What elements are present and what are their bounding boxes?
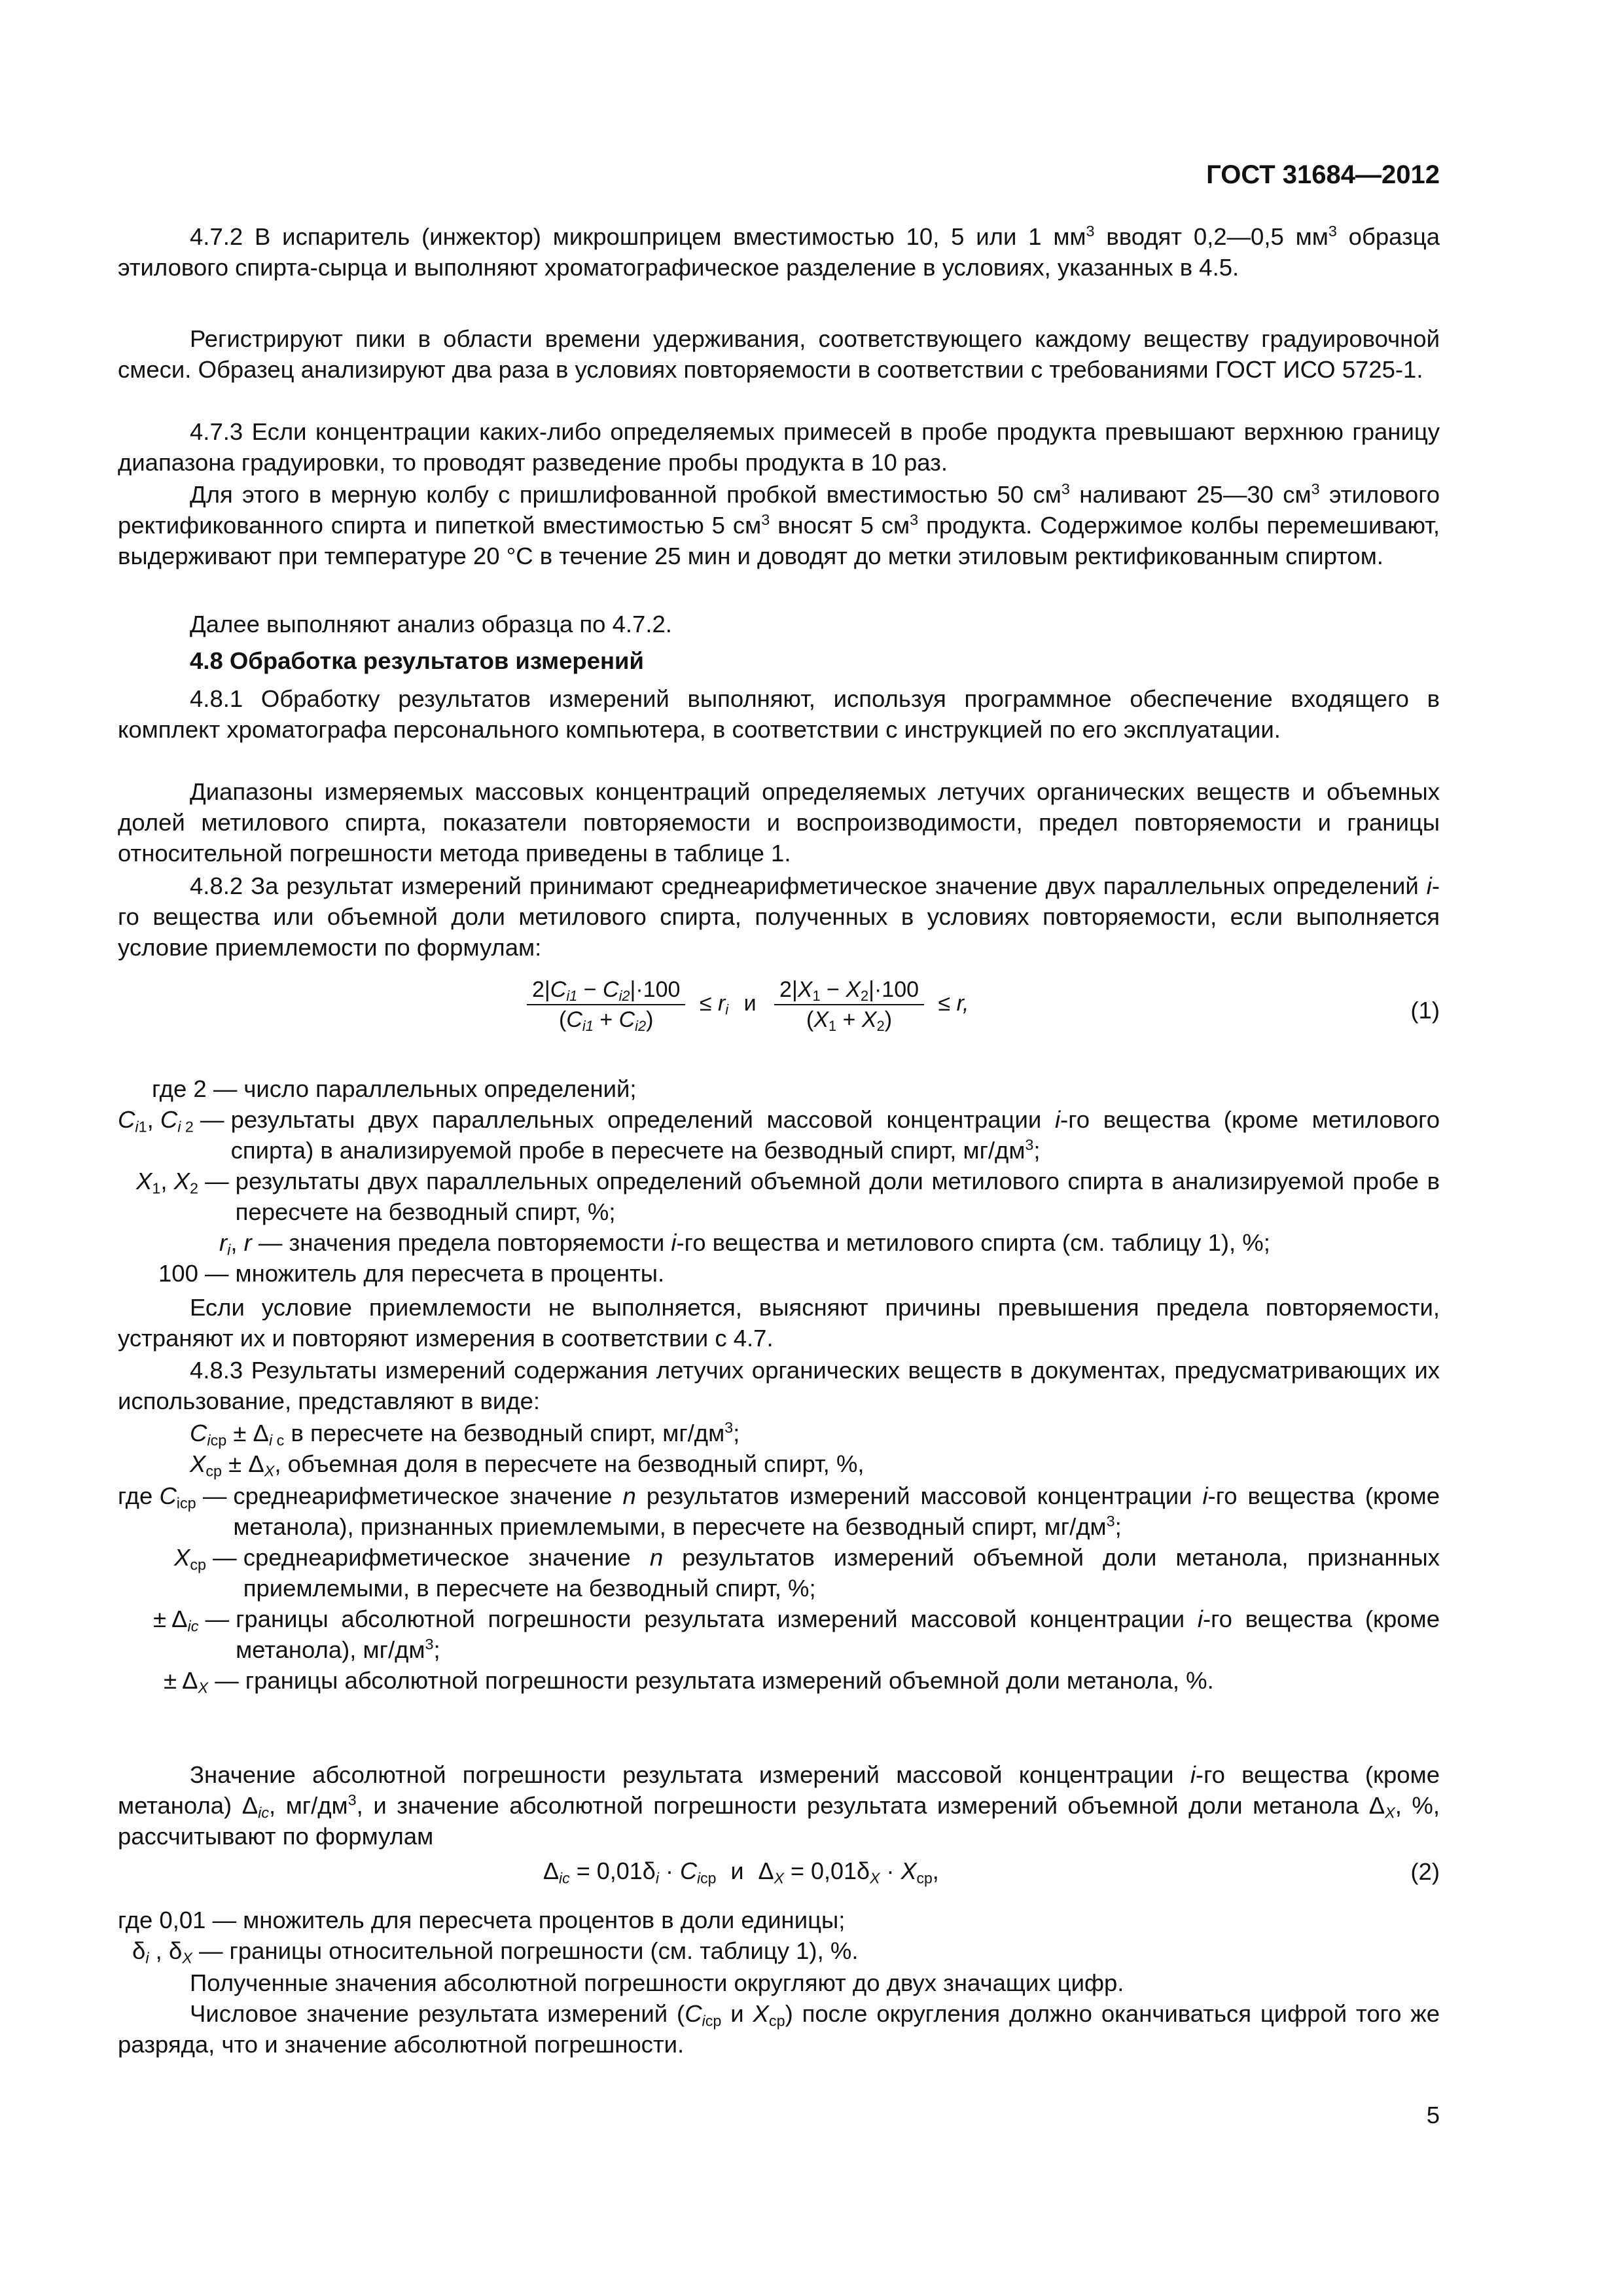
t: ): [646, 1007, 654, 1032]
t: i: [1197, 1605, 1203, 1632]
t: 3: [1025, 1136, 1034, 1154]
definition-term: ± $\Delta_{ic}$ —: [153, 1605, 230, 1635]
t: = 0,01δ: [569, 1857, 656, 1884]
document-number-header: ГОСТ 31684—2012: [1206, 160, 1440, 189]
t: значения предела повторяемости: [289, 1229, 671, 1256]
text: вводят 0,2—0,5 мм: [1094, 223, 1329, 250]
definition-term: $r_i$, r —: [219, 1229, 283, 1259]
italic-i: i: [1426, 872, 1432, 899]
t: ± Δ: [153, 1605, 188, 1632]
t: C: [618, 1007, 635, 1032]
t: ·: [658, 1857, 680, 1884]
t: ;: [1033, 1137, 1041, 1164]
t: 2|: [532, 977, 550, 1002]
definition-term: $C_{i1}$, $C_{i 2}$ —: [118, 1106, 224, 1136]
definition-desc: [243, 1542, 1440, 1604]
t: X: [846, 977, 861, 1002]
t: и: [721, 2000, 753, 2027]
definitions-results: [118, 1480, 1440, 1696]
presentation-line-1: $C_{iср} \pm \Delta_{i с}$ в пересчете на безводный спирт, $мг/дм^3$;: [190, 1419, 740, 1449]
definition-desc: результаты двух параллельных определений объемной доли метилового спирта в анализируемой пробе в пересчете на безводный спирт, %;: [235, 1168, 1440, 1225]
t: ) после округления должно оканчиваться цифрой того же разряда, что и значение абсолютной погрешности.: [118, 2000, 1440, 2058]
paragraph-ranges: Диапазоны измеряемых массовых концентраций определяемых летучих органических веществ и объемных долей метилового спирта, показатели повторяемости и воспроизводимости, предел повторяемости и границы относительной погрешности метода приведены в таблице 1.: [118, 778, 1440, 867]
t: i2: [618, 988, 630, 1005]
text: Для этого в мерную колбу с пришлифованной пробкой вместимостью 50 см: [190, 481, 1061, 508]
definition-term: $X_1$, $X_2$ —: [136, 1168, 229, 1197]
definition-item: [118, 1604, 1440, 1665]
fraction-c: [527, 977, 685, 1033]
definition-item: [118, 1480, 1440, 1542]
t: 2|: [779, 977, 798, 1002]
t: 3: [348, 1791, 357, 1809]
t: X: [813, 1007, 829, 1032]
sup: 3: [910, 511, 919, 529]
paragraph-absolute-error: Значение абсолютной погрешности результата измерений массовой концентрации i-го вещества (кроме метанола) $\Delta_{ic}$, $мг/дм^3$, и значение абсолютной погрешности результата измерений объемной доли метанола $\Delta_X$, %, рассчитывают по формулам: [118, 1761, 1440, 1850]
definitions-formula-2: [118, 1905, 1440, 1966]
sup: 3: [1328, 223, 1337, 240]
definition-desc: множитель для пересчета процентов в доли единицы;: [243, 1907, 846, 1933]
t: −: [820, 977, 846, 1002]
paragraph-4-8-1: 4.8.1 Обработку результатов измерений выполняют, используя программное обеспечение входящего в комплект хроматографа персонального компьютера, в соответствии с инструкцией по его эксплуатации.: [118, 685, 1440, 743]
t: 1: [829, 1018, 837, 1035]
definition-term: где 0,01 —: [118, 1907, 237, 1933]
paragraph-dilution: [118, 479, 1440, 571]
le-sign: ≤: [699, 990, 712, 1016]
sup: 3: [1086, 223, 1095, 240]
t: 3: [1106, 1513, 1115, 1530]
t: (: [558, 1007, 567, 1032]
sup: 3: [1311, 480, 1320, 498]
t: -го вещества и метилового спирта (см. таблицу 1), %;: [676, 1229, 1270, 1256]
definition-desc: множитель для пересчета в проценты.: [235, 1260, 665, 1287]
t: результатов измерений объемной доли метанола, признанных приемлемыми, в пересчете на безводный спирт, %;: [243, 1544, 1440, 1602]
t: , мг/дм: [269, 1792, 348, 1819]
t: C: [550, 977, 567, 1002]
le-sign: ≤: [938, 990, 951, 1016]
denominator: [554, 1005, 658, 1033]
paragraph-4-7-2: [118, 221, 1440, 283]
t: 3: [425, 1636, 434, 1653]
definition-item: [118, 1542, 1440, 1604]
t: |·100: [868, 977, 919, 1002]
t: i1: [582, 1018, 594, 1035]
text: вносят 5 см: [770, 512, 910, 539]
t: границы абсолютной погрешности результата измерений массовой концентрации: [236, 1605, 1198, 1632]
and-word: и: [743, 990, 757, 1016]
t: ic: [187, 1617, 199, 1635]
t: C: [603, 977, 619, 1002]
t: ): [884, 1007, 893, 1032]
text: наливают 25—30 см: [1069, 481, 1311, 508]
paragraph-rounding: Полученные значения абсолютной погрешности округляют до двух значащих цифр.: [190, 1969, 1124, 1996]
definition-desc: [236, 1604, 1440, 1665]
t: Числовое значение результата измерений (: [190, 2000, 685, 2027]
definition-term: ± $\Delta_X$ —: [164, 1667, 239, 1696]
t: n: [649, 1544, 664, 1571]
t: результаты двух параллельных определений массовой концентрации: [230, 1106, 1055, 1133]
t: X: [174, 1544, 190, 1571]
definition-item: [118, 1073, 1440, 1104]
definition-term: где $C_{iср}$ —: [118, 1482, 227, 1512]
formula-2-number: (2): [1410, 1858, 1440, 1885]
definition-desc: границы относительной погрешности (см. таблицу 1), %.: [229, 1937, 859, 1964]
t: в пересчете на безводный спирт, мг/дм: [291, 1420, 725, 1446]
definition-term: $X_{ср}$ —: [174, 1544, 237, 1573]
t: -го вещества (кроме метанола), мг/дм: [236, 1605, 1440, 1663]
t: i: [1190, 1761, 1196, 1788]
definition-item: [118, 1665, 1440, 1696]
fraction-x: [774, 977, 924, 1033]
text: образца этилового спирта-сырца и выполняют хроматографическое разделение в условиях, указанных в 4.5.: [118, 223, 1440, 281]
t: +: [593, 1007, 619, 1032]
definition-item: [118, 1905, 1440, 1935]
t: r,: [956, 990, 969, 1016]
t: i2: [635, 1018, 647, 1035]
numerator: [527, 977, 685, 1005]
definition-term: 100 —: [158, 1260, 229, 1287]
text: продукта. Содержимое колбы перемешивают, выдерживают при температуре 20 °С в течение 25 мин и доводят до метки этиловым ректификованным спиртом.: [118, 512, 1440, 569]
t: 2: [861, 988, 869, 1005]
text: 4.8.2 За результат измерений принимают среднеарифметическое значение двух параллельных определений: [190, 872, 1427, 899]
paragraph-register-peaks: Регистрируют пики в области времени удерживания, соответствующего каждому веществу градуировочной смеси. Образец анализируют два раза в условиях повторяемости в соответствии с требованиями ГОСТ ИСО 5725-1.: [118, 325, 1440, 383]
t: ;: [433, 1636, 440, 1663]
t: среднеарифметическое значение: [233, 1482, 623, 1509]
t: X: [198, 1679, 209, 1696]
definition-item: [118, 1227, 1440, 1258]
paragraph-4-8-3: 4.8.3 Результаты измерений содержания летучих органических веществ в документах, предусматривающих их использование, представляют в виде:: [118, 1357, 1440, 1414]
formula-1: [527, 977, 969, 1033]
t: где: [118, 1482, 153, 1509]
t: i1: [566, 988, 578, 1005]
definition-term: $\delta_i$ , $\delta_X$ —: [132, 1937, 223, 1967]
definition-term: где 2 —: [152, 1075, 238, 1102]
t: C: [566, 1007, 582, 1032]
t: X: [861, 1007, 877, 1032]
t: ·: [880, 1857, 901, 1884]
formula-1-number: (1): [1410, 997, 1440, 1024]
paragraph-if-not-acceptable: Если условие приемлемости не выполняется, выясняют причины превышения предела повторяемости, устраняют их и повторяют измерения в соответствии с 4.7.: [118, 1294, 1440, 1352]
definitions-formula-1: [118, 1073, 1440, 1289]
definition-item: [118, 1104, 1440, 1166]
definition-desc: [233, 1480, 1440, 1542]
t: результатов измерений массовой концентрации: [635, 1482, 1203, 1509]
paragraph-4-7-3: 4.7.3 Если концентрации каких-либо определяемых примесей в пробе продукта превышают верхнюю границу диапазона градуировки, то проводят разведение пробы продукта в 10 раз.: [118, 418, 1440, 476]
definition-desc: границы абсолютной погрешности результата измерений объемной доли метанола, %.: [245, 1667, 1214, 1694]
t: 2: [876, 1018, 885, 1035]
definition-desc: число параллельных определений;: [243, 1075, 637, 1102]
text: 4.7.2 В испаритель (инжектор) микрошприцем вместимостью 10, 5 или 1 мм: [190, 223, 1086, 250]
t: ср: [190, 1556, 207, 1573]
numerator: [774, 977, 924, 1005]
definition-desc: [289, 1227, 1440, 1258]
definition-item: [118, 1166, 1440, 1227]
definition-desc: [231, 1104, 1440, 1166]
t: -го вещества (кроме метилового спирта) в анализируемой пробе в пересчете на безводный спирт, мг/дм: [230, 1106, 1440, 1164]
t: n: [622, 1482, 636, 1509]
t: |·100: [630, 977, 681, 1002]
t: -го вещества (кроме метанола): [118, 1761, 1440, 1819]
presentation-line-2: $X_{ср} \pm \Delta_X$, объемная доля в пересчете на безводный спирт, %,: [190, 1450, 865, 1480]
denominator: [801, 1005, 897, 1033]
t: = 0,01δ: [783, 1857, 870, 1884]
paragraph-numeric-value: Числовое значение результата измерений ($C_{iср}$ и $X_{ср}$) после округления должно оканчиваться цифрой того же разряда, что и значение абсолютной погрешности.: [118, 2000, 1440, 2058]
t: X: [797, 977, 813, 1002]
t: −: [577, 977, 603, 1002]
formula-2: $\Delta_{ic} = 0,01\delta_i \cdot C_{iср}$ и $\Delta_X = 0,01\delta_X \cdot X_{ср}$,: [543, 1857, 939, 1887]
t: r: [717, 990, 726, 1016]
paragraph-4-8-2: [118, 870, 1440, 963]
t: ,: [932, 1857, 939, 1884]
t: среднеарифметическое значение: [243, 1544, 650, 1571]
text: -го вещества или объемной доли метилового спирта, полученных в условиях повторяемости, если выполняется условие приемлемости по формулам:: [118, 872, 1440, 961]
t: Значение абсолютной погрешности результата измерений массовой концентрации: [190, 1761, 1190, 1788]
t: ;: [1115, 1513, 1122, 1540]
definition-item: [118, 1258, 1440, 1289]
t: iср: [176, 1494, 196, 1512]
t: 3: [724, 1419, 734, 1437]
t: i: [1054, 1106, 1061, 1133]
section-heading-4-8: 4.8 Обработка результатов измерений: [190, 647, 644, 674]
page-number: 5: [1426, 2102, 1440, 2128]
t: i: [671, 1229, 677, 1256]
t: (: [806, 1007, 814, 1032]
text: этилового ректификованного спирта и пипеткой вместимостью 5 см: [118, 481, 1440, 539]
sup: 3: [1061, 480, 1070, 498]
definition-item: [118, 1935, 1440, 1966]
t: объемная доля в пересчете на безводный спирт, %,: [287, 1450, 865, 1477]
t: i: [1202, 1482, 1208, 1509]
t: 1: [812, 988, 821, 1005]
t: i: [725, 1001, 729, 1018]
paragraph-next-analysis: Далее выполняют анализ образца по 4.7.2.: [190, 611, 672, 637]
t: C: [159, 1482, 177, 1509]
t: +: [836, 1007, 862, 1032]
t: , %, рассчитывают по формулам: [118, 1792, 1440, 1850]
t: , и значение абсолютной погрешности результата измерений объемной доли метанола: [356, 1792, 1369, 1819]
t: -го вещества (кроме метанола), признанных приемлемыми, в пересчете на безводный спирт, мг/дм: [233, 1482, 1440, 1540]
t: ± Δ: [164, 1667, 198, 1694]
and-word: и: [730, 1857, 744, 1884]
sup: 3: [761, 511, 770, 529]
t: ;: [733, 1420, 740, 1446]
